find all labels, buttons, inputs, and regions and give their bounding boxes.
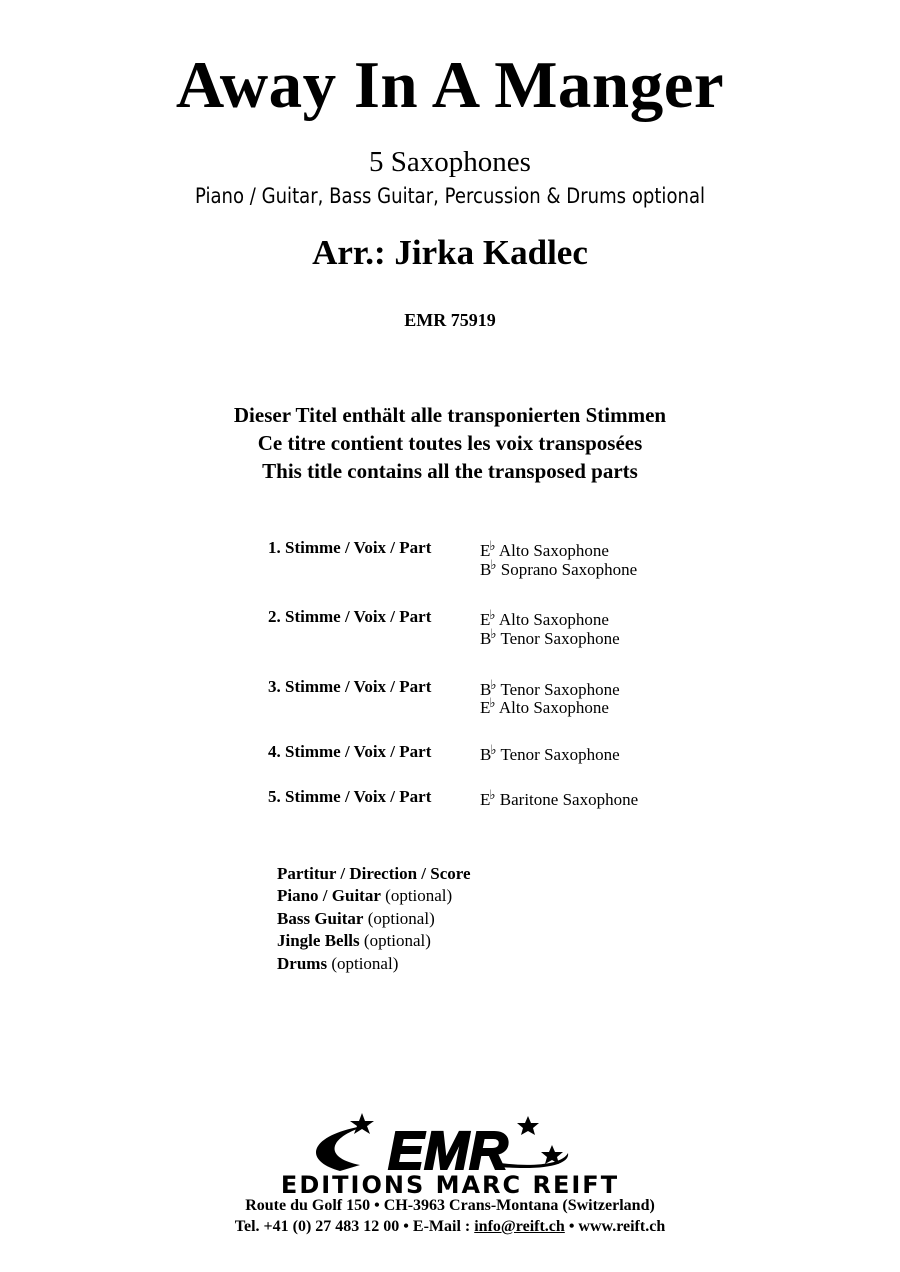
flat-icon: ♭ xyxy=(490,742,497,757)
publisher-name: EDITIONS MARC REIFT xyxy=(280,1171,620,1199)
catalog-number: EMR 75919 xyxy=(404,310,496,330)
website-link[interactable]: • www.reift.ch xyxy=(564,1218,666,1235)
notice-german: Dieser Titel enthält alle transponierten Stimmen xyxy=(233,403,667,427)
extra-item: Jingle Bells (optional) xyxy=(277,931,431,950)
part-instrument: B♭ Tenor Saxophone xyxy=(480,677,620,699)
part-label: 1. Stimme / Voix / Part xyxy=(268,538,432,557)
part-instrument: B♭ Tenor Saxophone xyxy=(480,742,620,764)
publisher-address: Route du Golf 150 • CH-3963 Crans-Montana (Switzerland) xyxy=(245,1197,655,1214)
flat-icon: ♭ xyxy=(490,626,497,641)
subtitle: 5 Saxophones xyxy=(369,146,531,178)
flat-icon: ♭ xyxy=(489,607,496,622)
extra-item: Piano / Guitar (optional) xyxy=(277,886,453,905)
arranger: Arr.: Jirka Kadlec xyxy=(312,233,588,272)
extra-item: Drums (optional) xyxy=(277,954,399,973)
flat-icon: ♭ xyxy=(490,557,497,572)
notice-english: This title contains all the transposed parts xyxy=(262,459,638,483)
email-link[interactable]: info@reift.ch xyxy=(474,1218,565,1235)
extra-item: Partitur / Direction / Score xyxy=(277,864,471,883)
part-instrument: B♭ Soprano Saxophone xyxy=(480,557,638,579)
flat-icon: ♭ xyxy=(490,677,497,692)
part-instrument: E♭ Baritone Saxophone xyxy=(480,787,639,809)
part-label: 2. Stimme / Voix / Part xyxy=(268,607,432,626)
part-instrument: E♭ Alto Saxophone xyxy=(480,695,609,717)
part-label: 3. Stimme / Voix / Part xyxy=(268,677,432,696)
flat-icon: ♭ xyxy=(489,787,496,802)
publisher-contact: Tel. +41 (0) 27 483 12 00 • E-Mail : info@reift.ch • www.reift.ch xyxy=(234,1218,666,1235)
flat-icon: ♭ xyxy=(489,538,496,553)
part-label: 5. Stimme / Voix / Part xyxy=(268,787,432,806)
part-label: 4. Stimme / Voix / Part xyxy=(268,742,432,761)
flat-icon: ♭ xyxy=(489,695,496,710)
title: Away In A Manger xyxy=(175,48,725,122)
part-instrument: B♭ Tenor Saxophone xyxy=(480,626,620,648)
part-instrument: E♭ Alto Saxophone xyxy=(480,538,609,560)
notice-french: Ce titre contient toutes les voix transposées xyxy=(257,431,643,455)
part-instrument: E♭ Alto Saxophone xyxy=(480,607,609,629)
instrumentation: Piano / Guitar, Bass Guitar, Percussion & Drums optional xyxy=(194,184,706,208)
extra-item: Bass Guitar (optional) xyxy=(277,909,435,928)
logo-text: EMR xyxy=(388,1121,508,1181)
